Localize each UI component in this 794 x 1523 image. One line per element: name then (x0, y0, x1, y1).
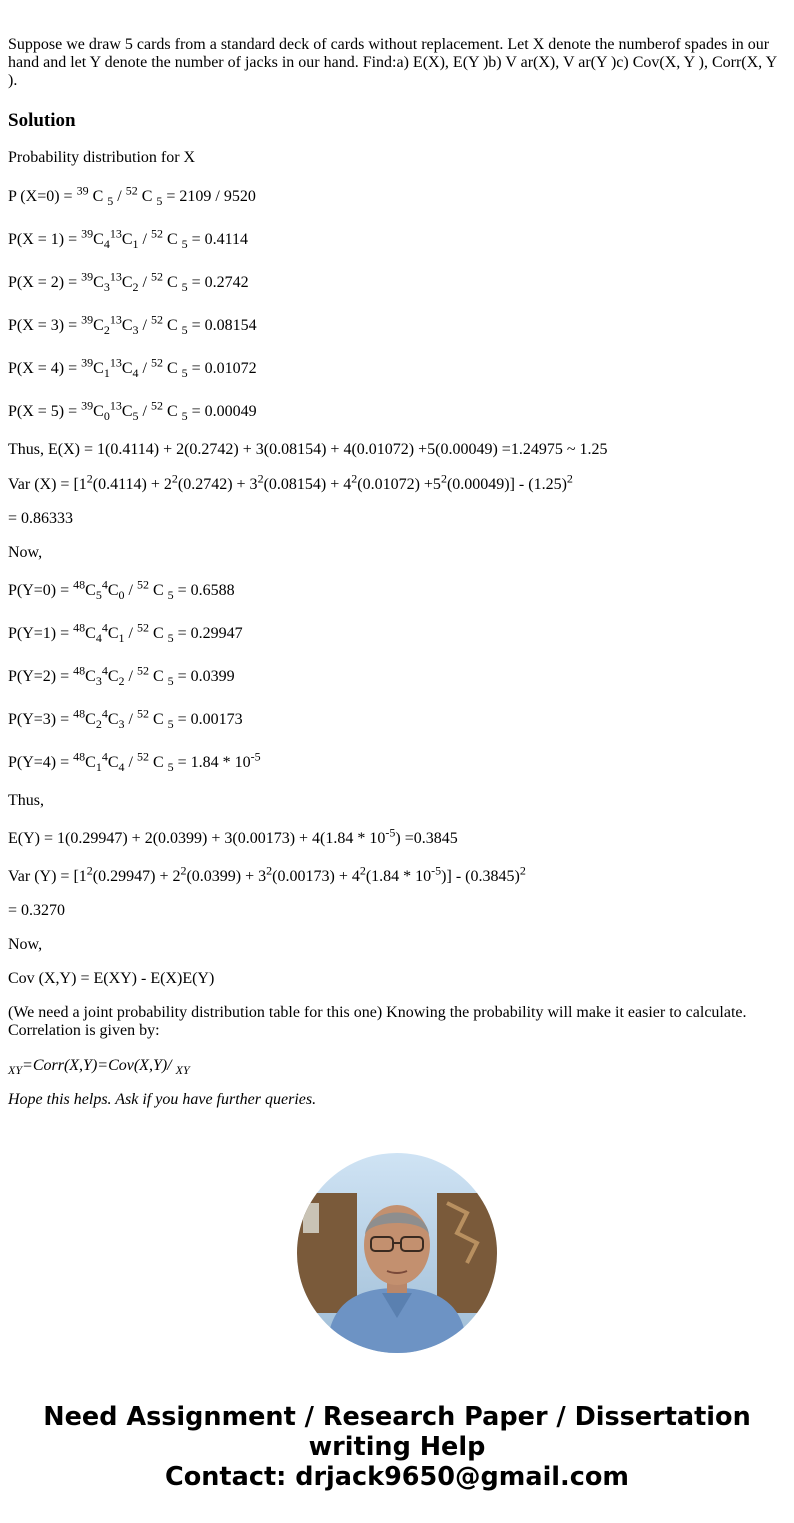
x-probability-list (8, 183, 784, 424)
thus-text: Thus, (8, 792, 44, 809)
covariance-line: Cov (X,Y) = E(XY) - E(X)E(Y) (8, 970, 215, 987)
ad-line-2: writing Help (308, 1432, 486, 1462)
now-text: Now, (8, 544, 43, 561)
y-probability-line: $P(Y=2) = ^{48}C_3^4C_2 / ^{52}$ C $_5$ = 0.0399 (8, 663, 235, 689)
expected-y-line: $E(Y) = 1(0.29947) + 2(0.0399) + 3(0.00173) + 4(1.84 * 10^{-5}) =0.3845$ (8, 825, 458, 847)
variance-y-line: Var $(Y) = [1^2(0.29947) + 2^2(0.0399) + 3^2(0.00173) + 4^2(1.84 * 10^{-5})] - (0.3845)^2$ (8, 863, 526, 885)
y-probability-line: $P(Y=0) = ^{48}C_5^4C_0 / ^{52}$ C $_5$ = 0.6588 (8, 577, 235, 603)
joint-distribution-note: (We need a joint probability distribution table for this one) Knowing the probability will make it easier to calculate. Correlation is given by: (8, 1004, 747, 1039)
help-advertisement (0, 1402, 794, 1492)
x-probability-line: $P(X = 4) = ^{39}C_1^{13}C_4 / ^{52}$ C $_5$ = 0.01072 (8, 355, 257, 381)
question-text: Suppose we draw 5 cards from a standard deck of cards without replacement. Let X denote the numberof spades in our hand and let Y denote the number of jacks in our hand. Find:a) E(X), E(Y )b) V ar(X), V ar(Y )c) Cov(X, Y ), Corr(X, Y ). (8, 36, 777, 89)
x-probability-line: $P(X = 5) = ^{39}C_0^{13}C_5 / ^{52}$ C $_5$ = 0.00049 (8, 398, 257, 424)
x-probability-line: $P(X = 3) = ^{39}C_2^{13}C_3 / ^{52}$ C $_5$ = 0.08154 (8, 312, 257, 338)
x-distribution-label: Probability distribution for X (8, 149, 196, 166)
variance-y-result: = 0.3270 (8, 902, 66, 919)
now-text: Now, (8, 936, 43, 953)
expected-x-line: Thus, E(X) = 1(0.4114) + 2(0.2742) + 3(0.08154) + 4(0.01072) +5(0.00049) =1.24975 ~ 1.25 (8, 441, 608, 458)
ad-line-1: Need Assignment / Research Paper / Dissertation (43, 1402, 751, 1432)
solution-document (8, 36, 784, 1109)
correlation-formula: $_{XY}$=Corr(X,Y)=Cov(X,Y)/ $_{XY}$ (8, 1057, 190, 1078)
y-probability-line: $P(Y=3) = ^{48}C_2^4C_3 / ^{52}$ C $_5$ = 0.00173 (8, 706, 243, 732)
x-probability-line: P (X=0) = $^{39}$ C $_5$ / $^{52}$ C $_5$ = 2109 / 9520 (8, 183, 256, 209)
x-probability-line: $P(X = 1) = ^{39}C_4^{13}C_1 / ^{52}$ C $_5$ = 0.4114 (8, 226, 249, 252)
portrait-image (297, 1153, 497, 1353)
variance-x-line: Var $(X) = [1^2(0.4114) + 2^2(0.2742) + 3^2(0.08154) + 4^2(0.01072) +5^2(0.00049)] - (1.25)^2$ (8, 471, 573, 493)
y-probability-line: $P(Y=4) = ^{48}C_1^4C_4 / ^{52}$ C $_5 = 1.84 * 10^{-5}$ (8, 749, 261, 775)
ad-contact-line: Contact: drjack9650@gmail.com (165, 1462, 629, 1492)
y-probability-line: $P(Y=1) = ^{48}C_4^4C_1 / ^{52}$ C $_5$ = 0.29947 (8, 620, 243, 646)
x-probability-line: $P(X = 2) = ^{39}C_3^{13}C_2 / ^{52}$ C $_5$ = 0.2742 (8, 269, 249, 295)
variance-x-result: = 0.86333 (8, 510, 74, 527)
closing-text: Hope this helps. Ask if you have further queries. (8, 1091, 317, 1108)
y-probability-list (8, 577, 784, 775)
author-photo (297, 1153, 497, 1353)
solution-heading: Solution (8, 110, 76, 131)
